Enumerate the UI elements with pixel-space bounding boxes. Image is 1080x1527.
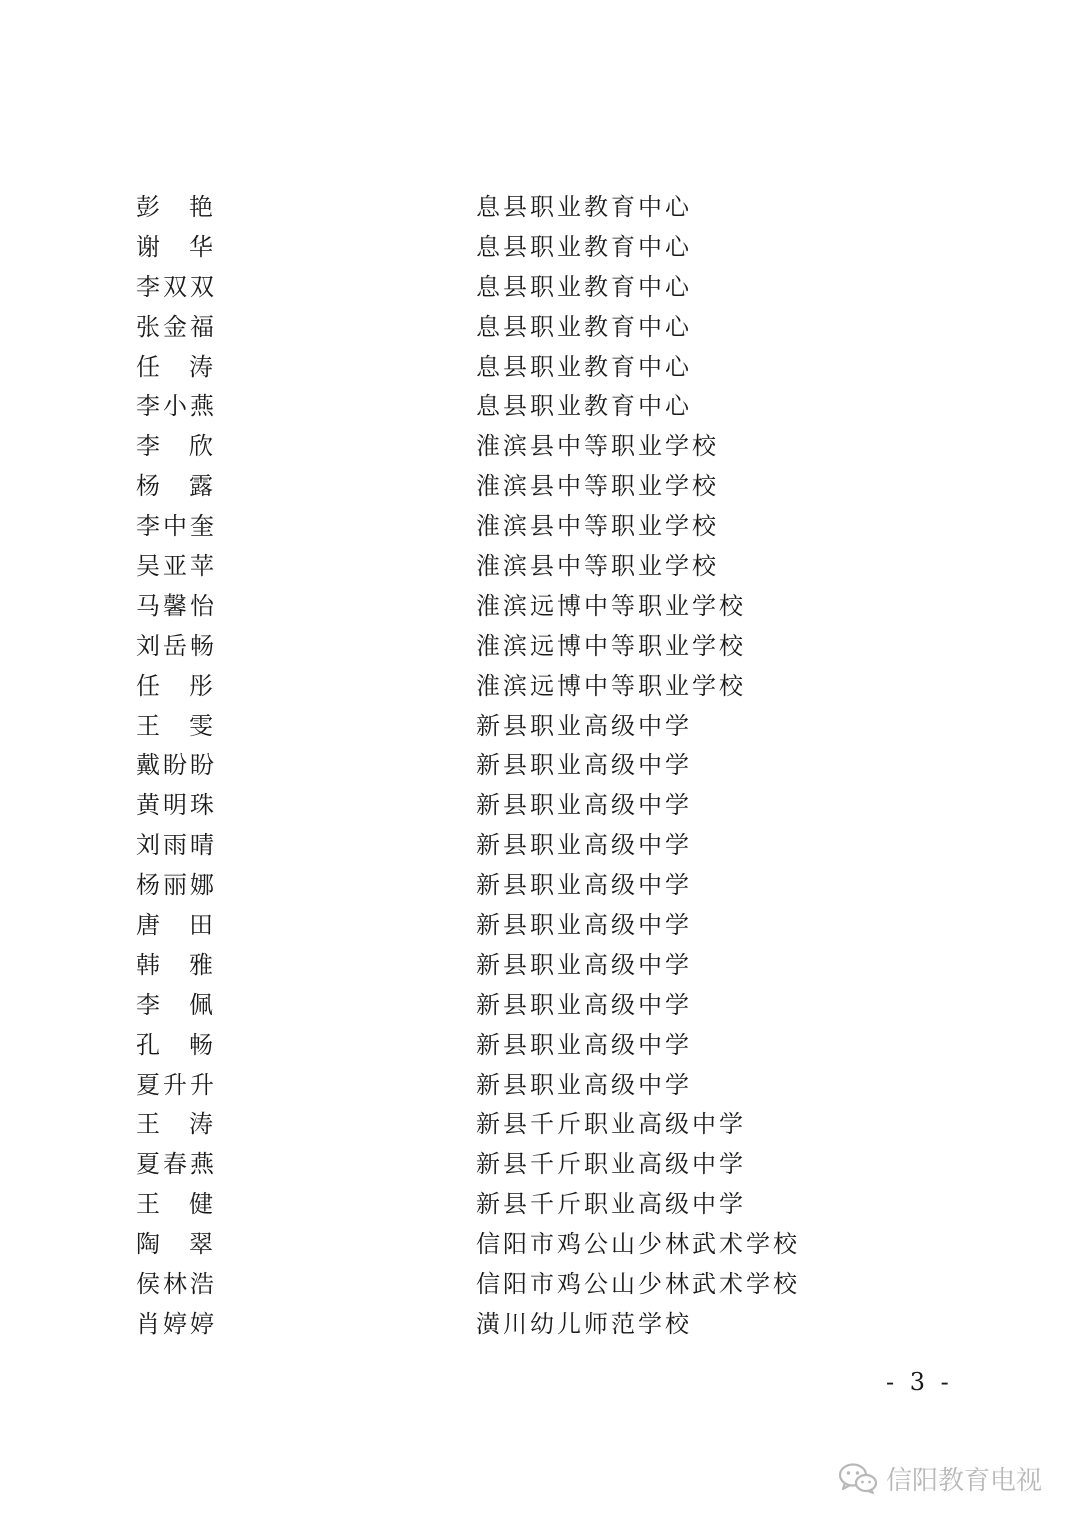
person-name: 王涛 [136, 1110, 216, 1139]
school-name: 淮滨县中等职业学校 [476, 552, 719, 581]
school-name: 新县职业高级中学 [476, 990, 692, 1019]
list-item [136, 1066, 936, 1106]
person-name: 李中奎 [136, 512, 217, 541]
school-name: 新县职业高级中学 [476, 871, 692, 900]
person-name: 谢华 [136, 232, 216, 261]
person-name: 陶翠 [136, 1230, 216, 1259]
list-item [136, 1225, 936, 1265]
list-item [136, 1026, 936, 1066]
person-name: 孔畅 [136, 1030, 216, 1059]
school-name: 新县千斤职业高级中学 [476, 1150, 746, 1179]
school-name: 潢川幼儿师范学校 [476, 1309, 692, 1338]
school-name: 淮滨县中等职业学校 [476, 432, 719, 461]
person-name: 韩雅 [136, 950, 216, 979]
school-name: 息县职业教育中心 [476, 193, 692, 221]
person-name: 黄明珠 [136, 791, 217, 820]
watermark [838, 1458, 1042, 1498]
school-name: 淮滨远博中等职业学校 [476, 591, 746, 620]
school-name: 息县职业教育中心 [476, 312, 692, 341]
list-item [136, 786, 936, 826]
school-name: 新县职业高级中学 [476, 711, 692, 740]
list-item [136, 707, 936, 747]
list-item [136, 348, 936, 388]
person-name: 李双双 [136, 272, 217, 301]
person-name: 夏春燕 [136, 1150, 217, 1179]
school-name: 淮滨县中等职业学校 [476, 472, 719, 501]
list-item [136, 667, 936, 707]
list-item [136, 467, 936, 507]
person-name: 刘岳畅 [136, 631, 217, 660]
list-item [136, 746, 936, 786]
school-name: 淮滨远博中等职业学校 [476, 671, 746, 700]
list-item [136, 507, 936, 547]
school-name: 信阳市鸡公山少林武术学校 [476, 1270, 800, 1299]
page-number: - 3 - [886, 1368, 953, 1396]
person-name: 李小燕 [136, 392, 217, 421]
school-name: 新县职业高级中学 [476, 791, 692, 820]
list-item [136, 906, 936, 946]
person-name: 马馨怡 [136, 591, 217, 620]
school-name: 息县职业教育中心 [476, 272, 692, 301]
school-name: 息县职业教育中心 [476, 392, 692, 421]
list-item [136, 946, 936, 986]
list-item [136, 1265, 936, 1305]
name-list [136, 188, 936, 1345]
person-name: 杨露 [136, 472, 216, 501]
list-item [136, 1305, 936, 1345]
list-item [136, 587, 936, 627]
school-name: 新县职业高级中学 [476, 911, 692, 940]
list-item [136, 387, 936, 427]
list-item [136, 826, 936, 866]
list-item [136, 866, 936, 906]
person-name: 王雯 [136, 711, 216, 740]
person-name: 唐田 [136, 911, 216, 940]
list-item [136, 308, 936, 348]
list-item [136, 268, 936, 308]
school-name: 息县职业教育中心 [476, 232, 692, 261]
school-name: 新县千斤职业高级中学 [476, 1110, 746, 1139]
school-name: 新县职业高级中学 [476, 831, 692, 860]
list-item [136, 228, 936, 268]
school-name: 新县职业高级中学 [476, 751, 692, 780]
school-name: 淮滨远博中等职业学校 [476, 631, 746, 660]
person-name: 侯林浩 [136, 1270, 217, 1299]
person-name: 刘雨晴 [136, 831, 217, 860]
person-name: 夏升升 [136, 1070, 217, 1099]
school-name: 新县职业高级中学 [476, 1030, 692, 1059]
watermark-text: 信阳教育电视 [886, 1465, 1043, 1496]
list-item [136, 427, 936, 467]
person-name: 任涛 [136, 352, 216, 381]
school-name: 新县千斤职业高级中学 [476, 1190, 746, 1219]
person-name: 杨丽娜 [136, 871, 217, 900]
person-name: 彭艳 [136, 193, 216, 221]
person-name: 任彤 [136, 671, 216, 700]
person-name: 戴盼盼 [136, 751, 217, 780]
list-item [136, 1145, 936, 1185]
school-name: 息县职业教育中心 [476, 352, 692, 381]
list-item [136, 986, 936, 1026]
person-name: 李欣 [136, 432, 216, 461]
list-item [136, 547, 936, 587]
list-item [136, 1185, 936, 1225]
list-item [136, 188, 936, 228]
list-item [136, 1105, 936, 1145]
school-name: 信阳市鸡公山少林武术学校 [476, 1230, 800, 1259]
list-item [136, 627, 936, 667]
school-name: 新县职业高级中学 [476, 950, 692, 979]
person-name: 王健 [136, 1190, 216, 1219]
person-name: 张金福 [136, 312, 217, 341]
person-name: 李佩 [136, 990, 216, 1019]
wechat-icon [838, 1462, 878, 1494]
person-name: 肖婷婷 [136, 1309, 217, 1338]
school-name: 新县职业高级中学 [476, 1070, 692, 1099]
school-name: 淮滨县中等职业学校 [476, 512, 719, 541]
person-name: 吴亚苹 [136, 552, 217, 581]
